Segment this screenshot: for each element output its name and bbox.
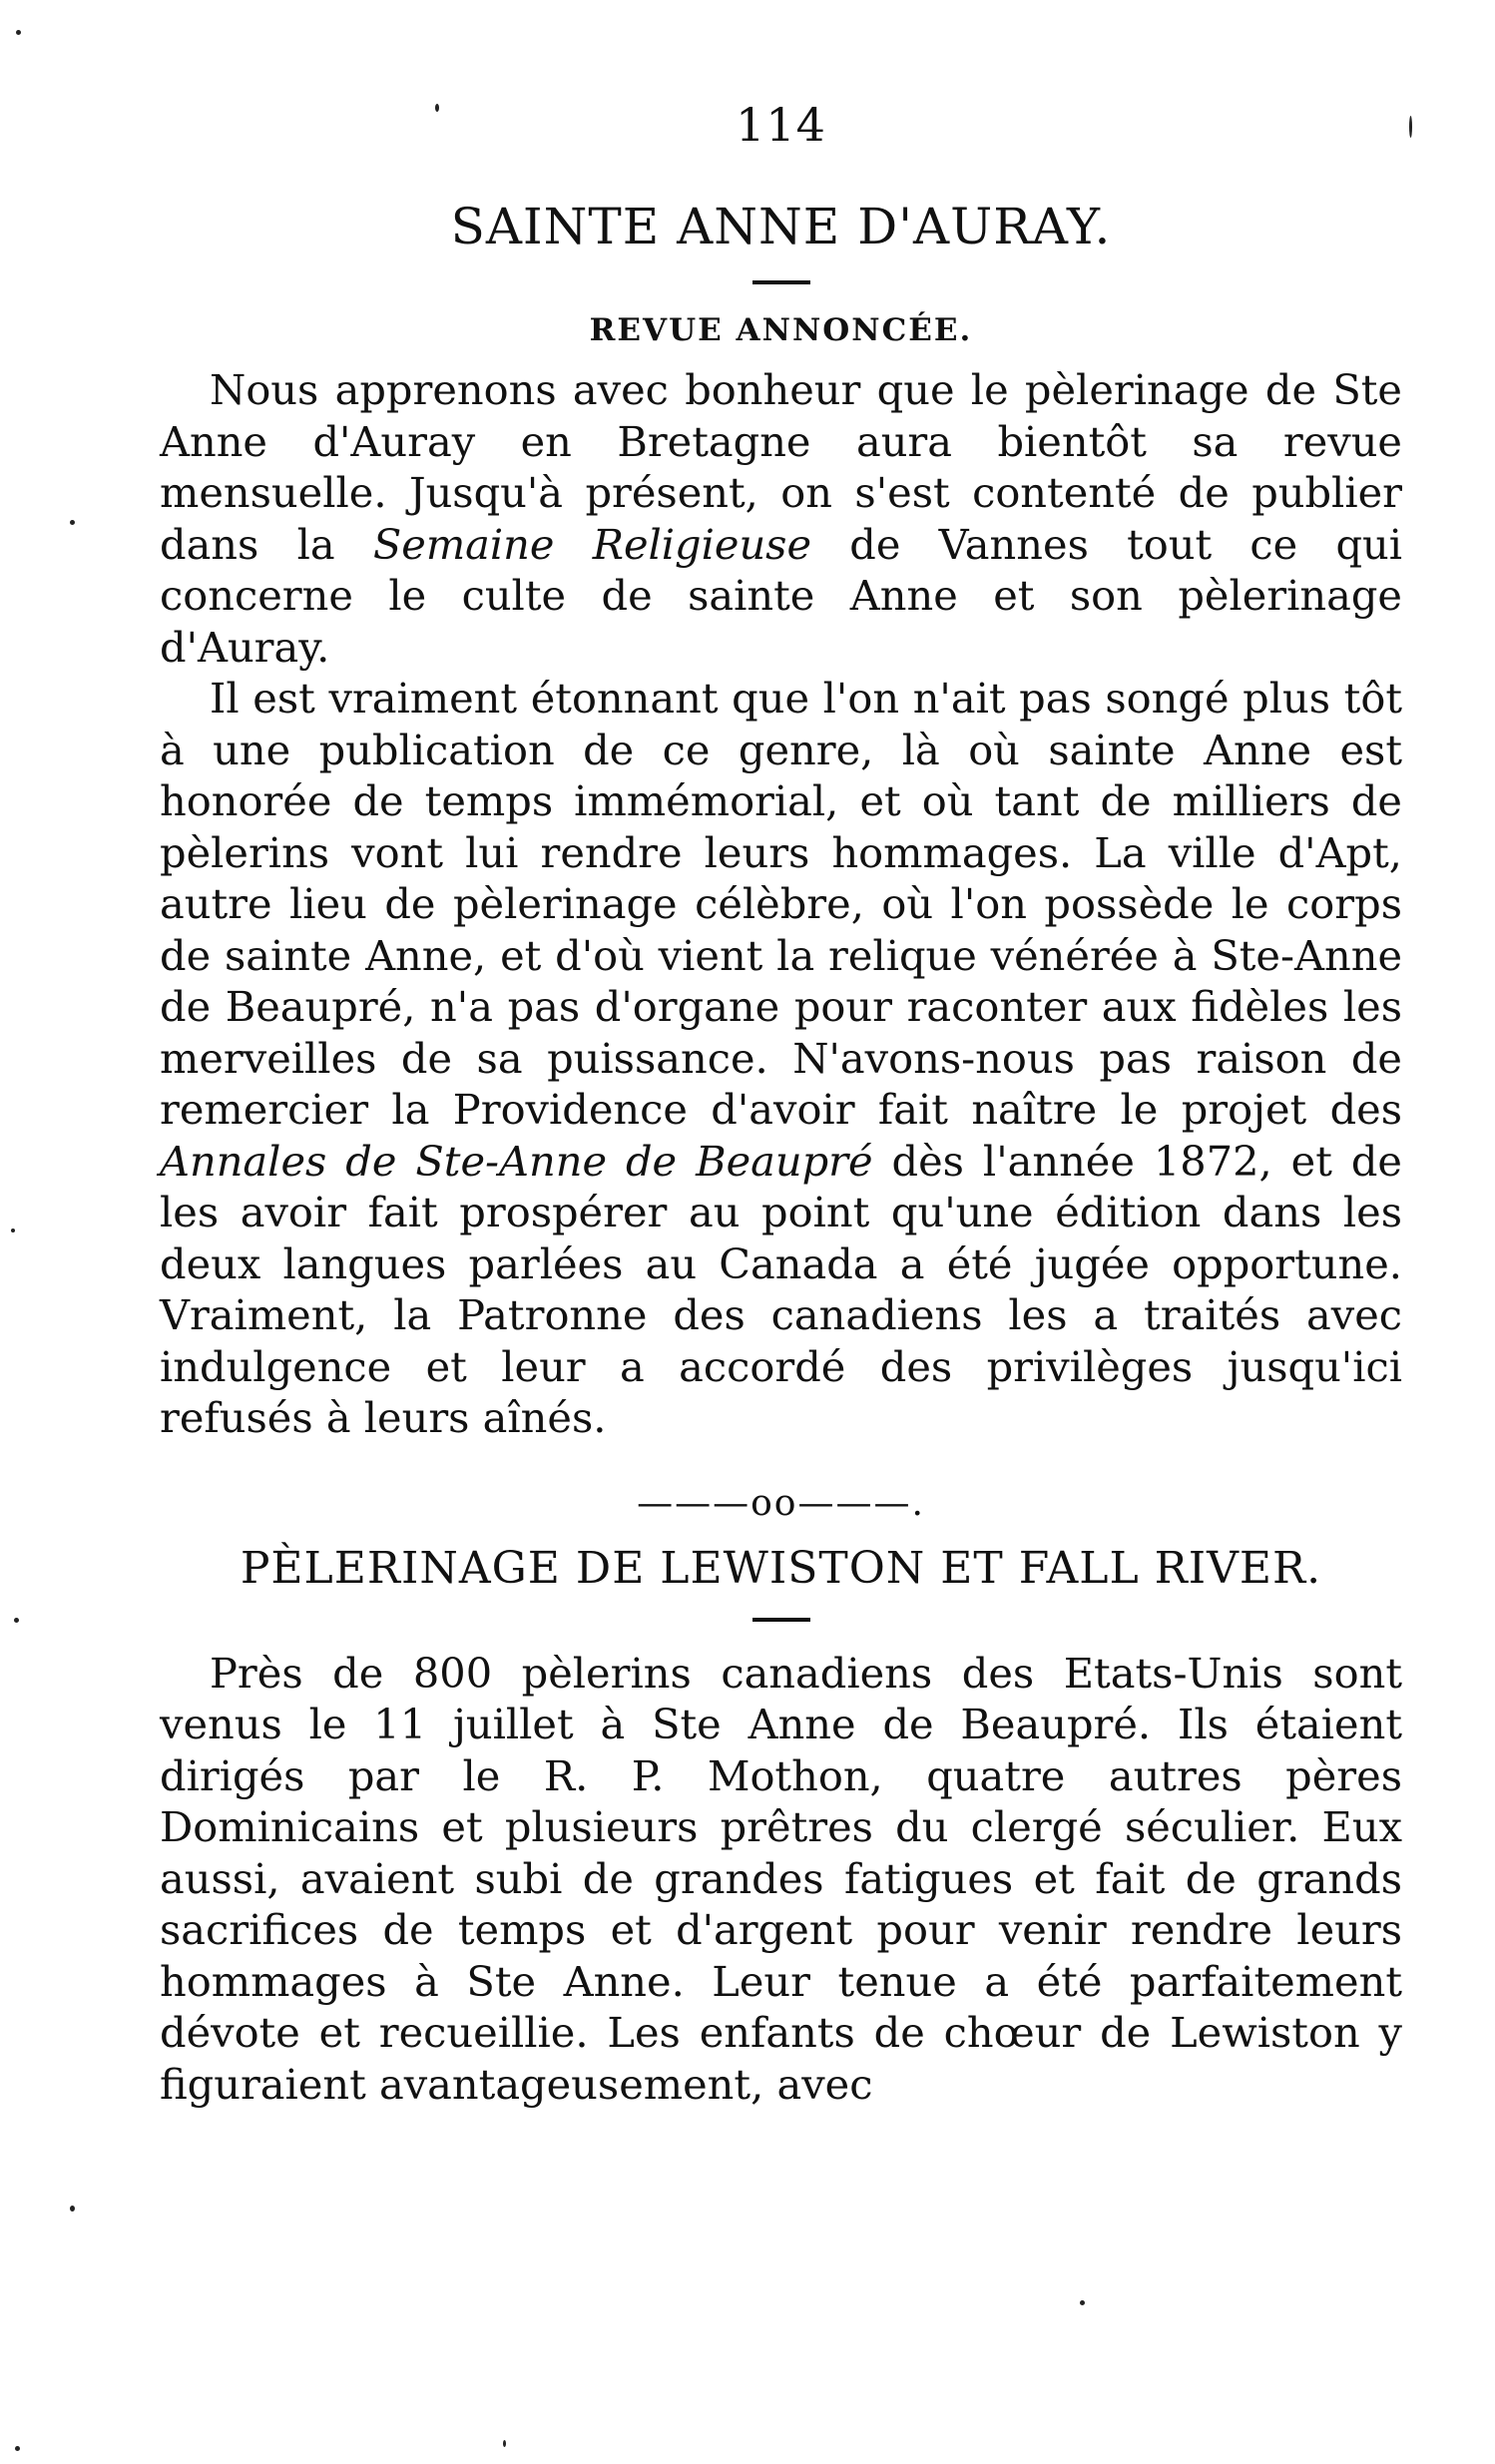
article-paragraph-1 <box>160 364 1402 673</box>
speck <box>11 1229 15 1232</box>
article-2-paragraph: Près de 800 pèlerins canadiens des Etats-Unis sont venus le 11 juillet à Ste Anne de Beaupré. Ils étaient dirigés par le R. P. Mothon, quatre autres pères Dominicains et plusieurs prêtres du clergé séculier. Eux aussi, avaient subi de grandes fatigues et fait de grands sacrifices de temps et d'argent pour venir rendre leurs hommages à Ste Anne. Leur tenue a été parfaitement dévote et recueillie. Les enfants de chœur de Lewiston y figuraient avantageusement, avec <box>160 1648 1402 2109</box>
speck <box>1080 2300 1085 2305</box>
paragraph-2-italic-title: Annales de Ste-Anne de Beaupré <box>160 1136 873 1186</box>
page-number: 114 <box>736 98 826 152</box>
paragraph-2-text-after: dès l'année 1872, et de les avoir fait prospérer au point qu'une édition dans les deux langues parlées au Canada a été jugée opportune. Vraiment, la Patronne des canadiens les a traités avec indulgence et leur a accordé des privilèges jusqu'ici refusés à leurs aînés. <box>160 1136 1402 1442</box>
paragraph-1-text-after: de Vannes tout ce qui concerne le culte de sainte Anne et son pèlerinage d'Auray. <box>160 519 1403 672</box>
article-title-pelerinage-de-lewiston: PÈLERINAGE DE LEWISTON ET FALL RIVER. <box>240 1542 1322 1594</box>
paragraph-1-text-before: Nous apprenons avec bonheur que le pèlerinage de Ste Anne d'Auray en Bretagne aura bientôt sa revue mensuelle. Jusqu'à présent, on s'est contenté de publier dans la <box>160 365 1402 569</box>
title-rule <box>752 280 810 284</box>
speck <box>14 1618 19 1623</box>
speck <box>15 2446 20 2451</box>
book-page <box>160 95 1402 2110</box>
section-separator: ———oo———. <box>637 1482 925 1524</box>
speck <box>70 2206 75 2212</box>
speck <box>435 104 439 112</box>
speck <box>16 30 21 35</box>
title-rule-2 <box>752 1618 810 1622</box>
paragraph-1-italic-title: Semaine Religieuse <box>372 519 812 569</box>
article-title-sainte-anne-d-auray: SAINTE ANNE D'AURAY. <box>450 198 1112 255</box>
speck <box>70 520 75 525</box>
speck <box>1409 116 1412 138</box>
article-subtitle: REVUE ANNONCÉE. <box>589 312 973 348</box>
paragraph-2-text-before: Il est vraiment étonnant que l'on n'ait pas songé plus tôt à une publication de ce genre, là où sainte Anne est honorée de temps immémorial, et où tant de milliers de pèlerins vont lui rendre leurs hommages. La ville d'Apt, autre lieu de pèlerinage célèbre, où l'on possède le corps de sainte Anne, et d'où vient la relique vénérée à Ste-Anne de Beaupré, n'a pas d'organe pour raconter aux fidèles les merveilles de sa puissance. N'avons-nous pas raison de remercier la Providence d'avoir fait naître le projet des <box>160 674 1402 1134</box>
speck <box>503 2440 506 2447</box>
article-paragraph-2 <box>160 673 1402 1444</box>
